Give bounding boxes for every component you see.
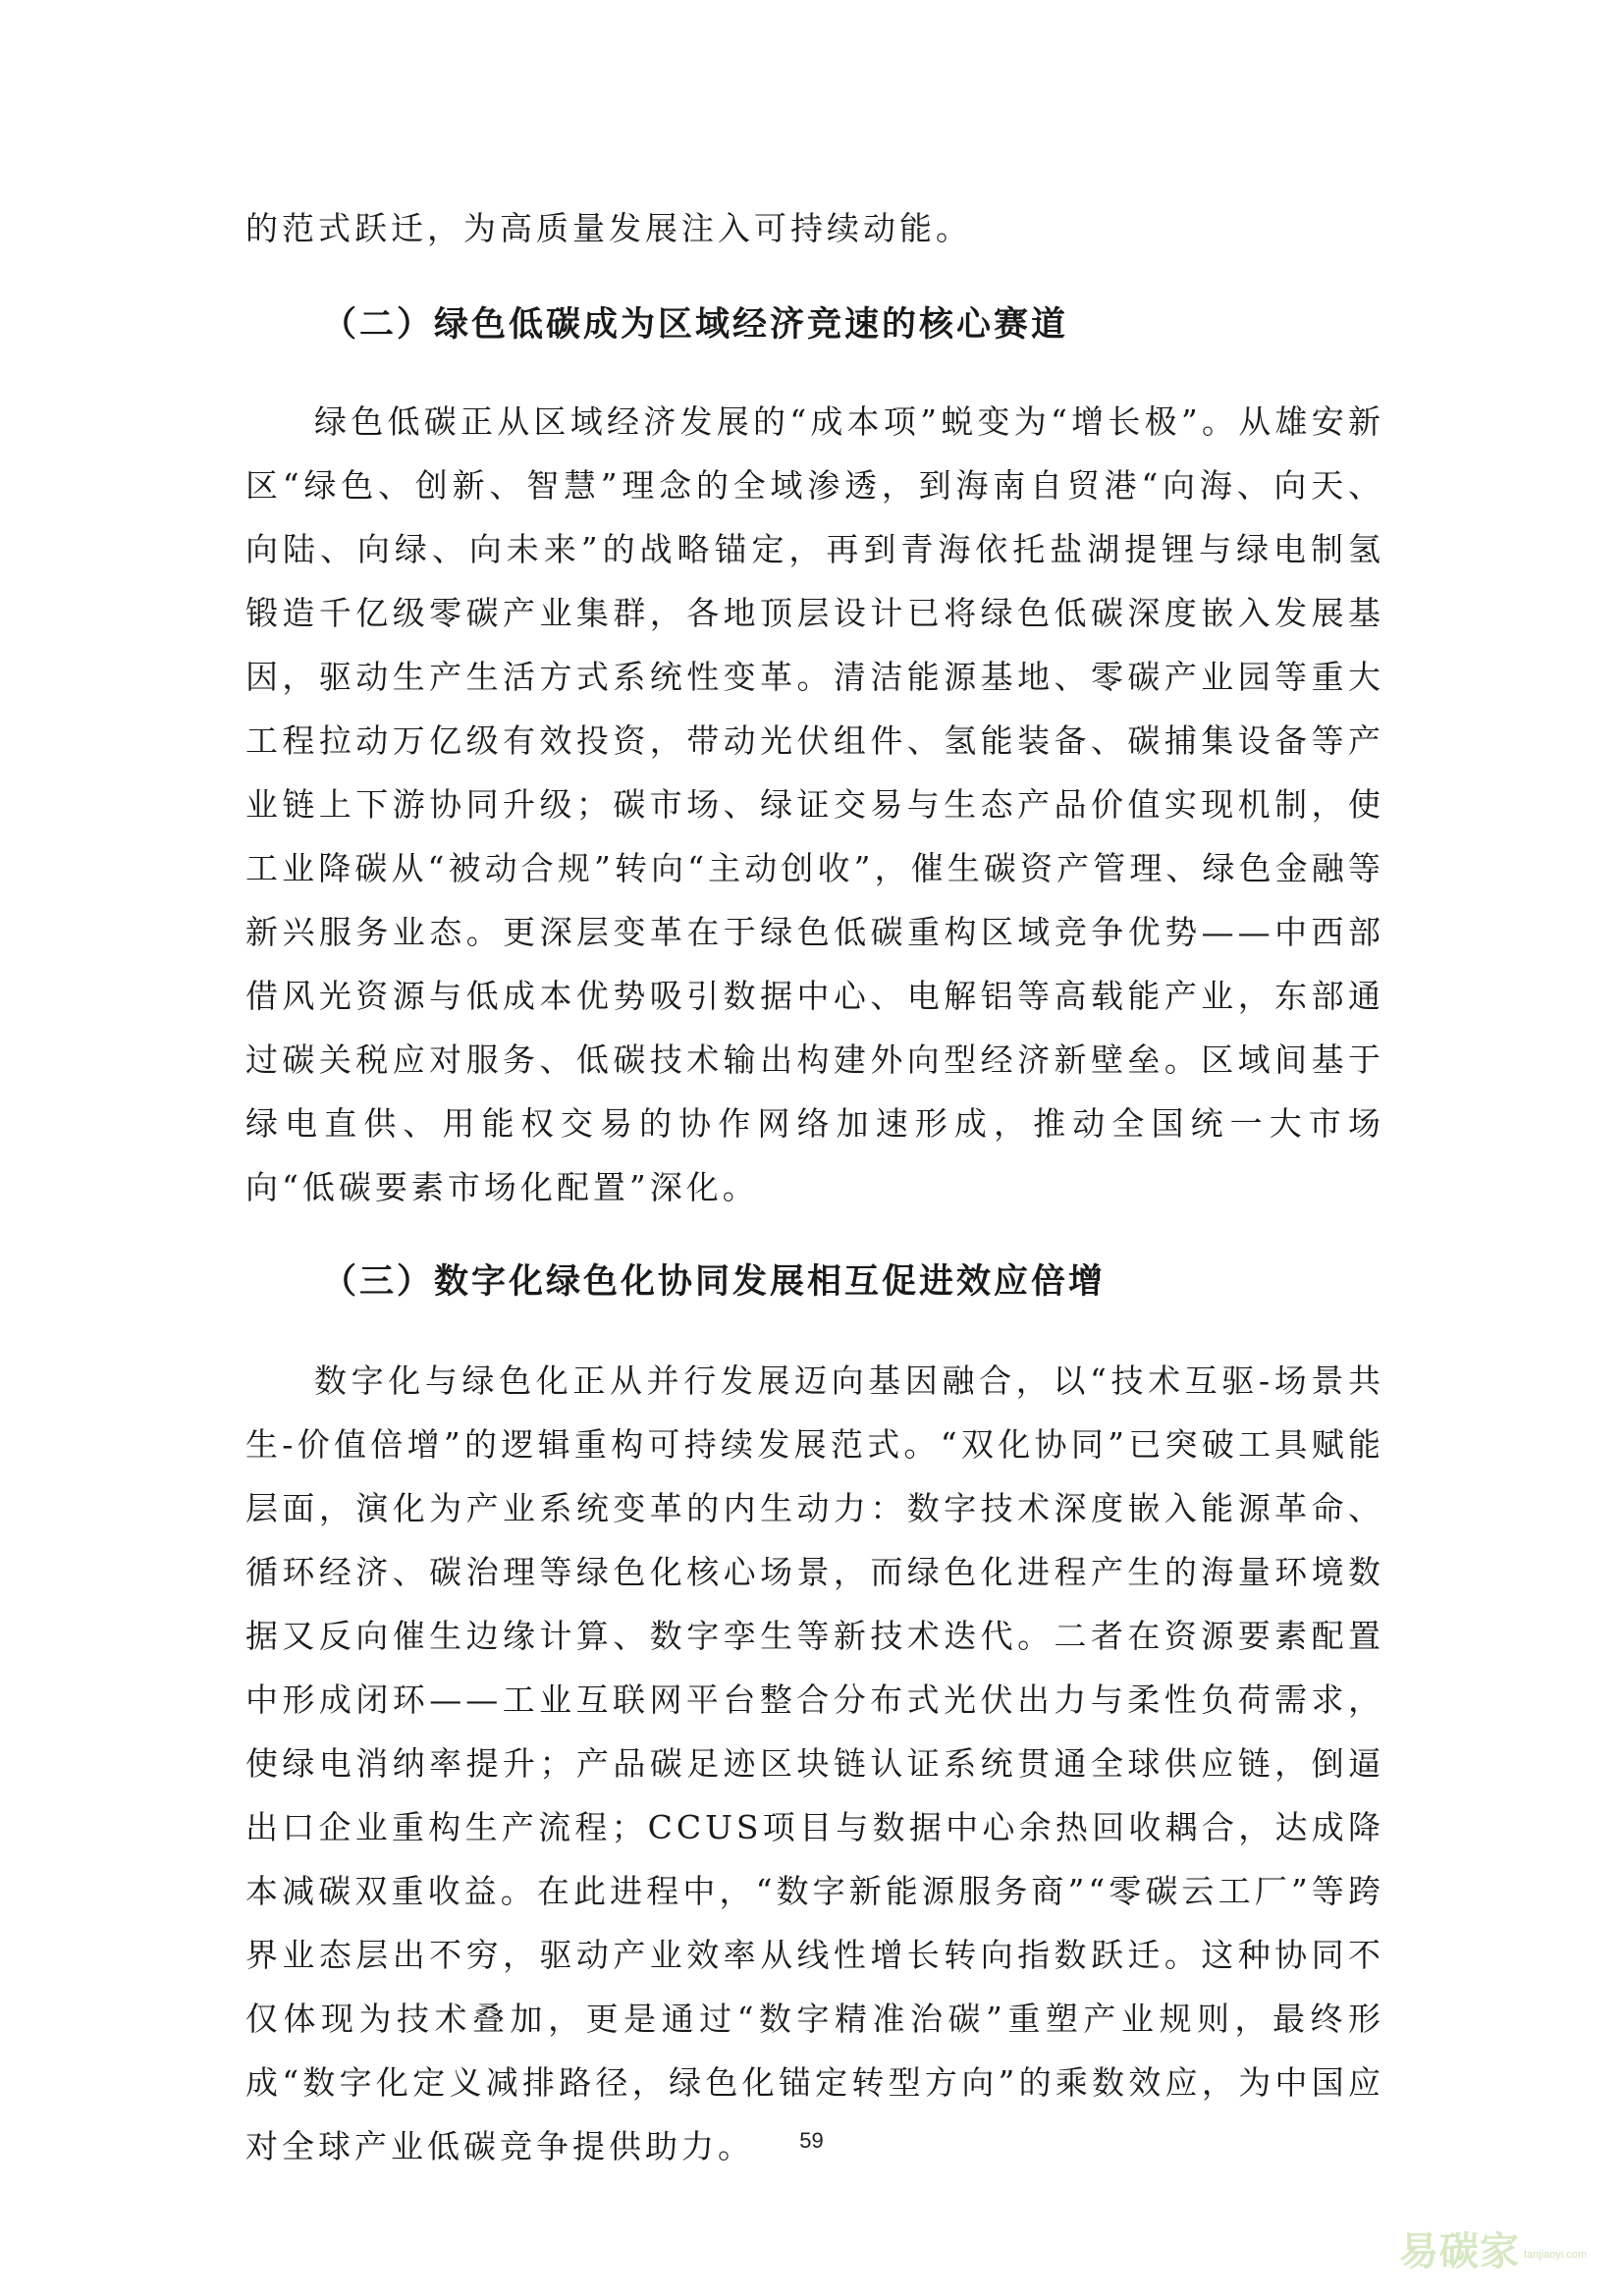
- watermark-logo: [1399, 2218, 1600, 2277]
- watermark-logo-text: 易碳家: [1399, 2228, 1520, 2274]
- page-number: 59: [799, 2128, 824, 2153]
- section-heading-2: （二）绿色低碳成为区域经济竞速的核心赛道: [322, 305, 1069, 345]
- watermark-url: tanjiaoyi.com: [1524, 2249, 1588, 2261]
- section-heading-3: （三）数字化绿色化协同发展相互促进效应倍增: [322, 1262, 1107, 1302]
- section-3-paragraph: 数字化与绿色化正从并行发展迈向基因融合，以“技术互驱-场景共生-价值倍增”的逻辑重构可持续发展范式。“双化协同”已突破工具赋能层面，演化为产业系统变革的内生动力：数字技术深度嵌入能源革命、循环经济、碳治理等绿色化核心场景，而绿色化进程产生的海量环境数据又反向催生边缘计算、数字孪生等新技术迭代。二者在资源要素配置中形成闭环——工业互联网平台整合分布式光伏出力与柔性负荷需求，使绿电消纳率提升；产品碳足迹区块链认证系统贯通全球供应链，倒逼出口企业重构生产流程；CCUS项目与数据中心余热回收耦合，达成降本减碳双重收益。在此进程中，“数字新能源服务商”“零碳云工厂”等跨界业态层出不穷，驱动产业效率从线性增长转向指数跃迁。这种协同不仅体现为技术叠加，更是通过“数字精准治碳”重塑产业规则，最终形成“数字化定义减排路径，绿色化锚定转型方向”的乘数效应，为中国应对全球产业低碳竞争提供助力。: [245, 1362, 1384, 2165]
- section-2-paragraph: 绿色低碳正从区域经济发展的“成本项”蜕变为“增长极”。从雄安新区“绿色、创新、智慧”理念的全域渗透，到海南自贸港“向海、向天、向陆、向绿、向未来”的战略锚定，再到青海依托盐湖提锂与绿电制氢锻造千亿级零碳产业集群，各地顶层设计已将绿色低碳深度嵌入发展基因，驱动生产生活方式系统性变革。清洁能源基地、零碳产业园等重大工程拉动万亿级有效投资，带动光伏组件、氢能装备、碳捕集设备等产业链上下游协同升级；碳市场、绿证交易与生态产品价值实现机制，使工业降碳从“被动合规”转向“主动创收”，催生碳资产管理、绿色金融等新兴服务业态。更深层变革在于绿色低碳重构区域竞争优势——中西部借风光资源与低成本优势吸引数据中心、电解铝等高载能产业，东部通过碳关税应对服务、低碳技术输出构建外向型经济新壁垒。区域间基于绿电直供、用能权交易的协作网络加速形成，推动全国统一大市场向“低碳要素市场化配置”深化。: [245, 402, 1384, 1206]
- page-content: [245, 196, 1384, 2178]
- continuation-paragraph: 的范式跃迁，为高质量发展注入可持续动能。: [245, 209, 972, 247]
